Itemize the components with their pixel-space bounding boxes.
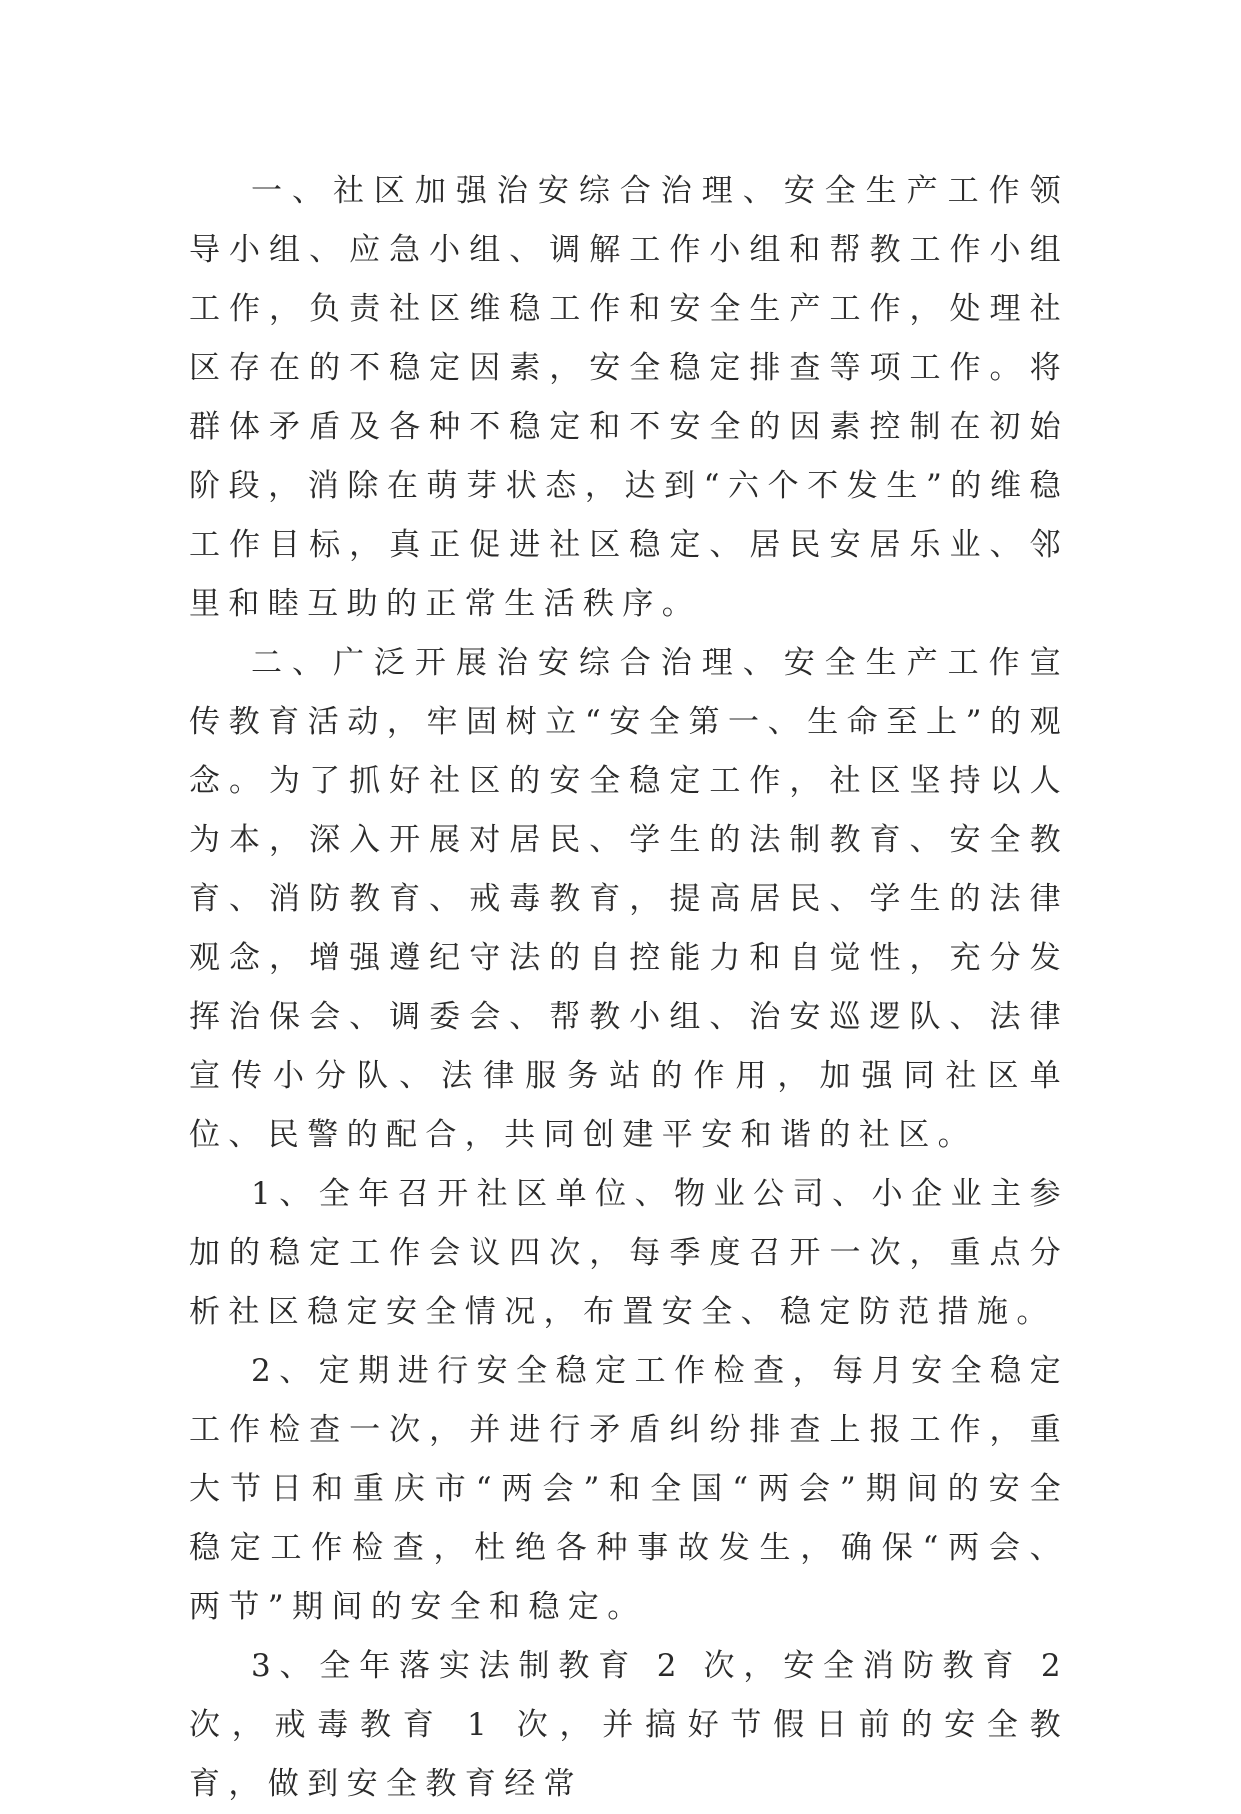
paragraph-3: 1、全年召开社区单位、物业公司、小企业主参加的稳定工作会议四次，每季度召开一次，重点分析社区稳定安全情况，布置安全、稳定防范措施。 [189,1176,1069,1330]
paragraph-5: 3、全年落实法制教育 2 次，安全消防教育 2 次，戒毒教育 1 次，并搞好节假日前的安全教育，做到安全教育经常 [189,1648,1069,1802]
paragraph-4: 2、定期进行安全稳定工作检查，每月安全稳定工作检查一次，并进行矛盾纠纷排查上报工作，重大节日和重庆市“两会”和全国“两会”期间的安全稳定工作检查，杜绝各种事故发生，确保“两会、两节”期间的安全和稳定。 [189,1353,1069,1625]
paragraph-1: 一、社区加强治安综合治理、安全生产工作领导小组、应急小组、调解工作小组和帮教工作小组工作，负责社区维稳工作和安全生产工作，处理社区存在的不稳定因素，安全稳定排查等项工作。将群体矛盾及各种不稳定和不安全的因素控制在初始阶段，消除在萌芽状态，达到“六个不发生”的维稳工作目标，真正促进社区稳定、居民安居乐业、邻里和睦互助的正常生活秩序。 [189,173,1069,622]
paragraph-2: 二、广泛开展治安综合治理、安全生产工作宣传教育活动，牢固树立“安全第一、生命至上”的观念。为了抓好社区的安全稳定工作，社区坚持以人为本，深入开展对居民、学生的法制教育、安全教育、消防教育、戒毒教育，提高居民、学生的法律观念，增强遵纪守法的自控能力和自觉性，充分发挥治保会、调委会、帮教小组、治安巡逻队、法律宣传小分队、法律服务站的作用，加强同社区单位、民警的配合，共同创建平安和谐的社区。 [189,645,1069,1153]
document-body [189,162,1069,1814]
